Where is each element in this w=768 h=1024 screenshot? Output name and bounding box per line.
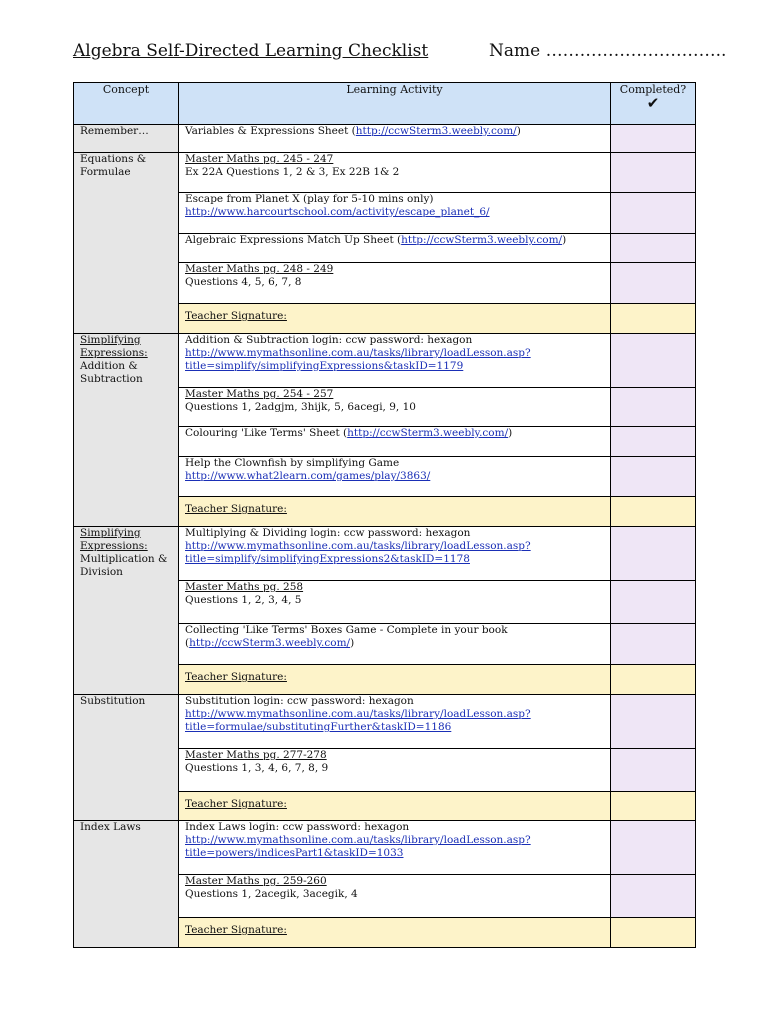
activity-link[interactable]: http://www.mymathsonline.com.au/tasks/library/loadLesson.asp? [185,834,531,846]
concept-cell-mul-div [74,527,179,695]
completed-checkbox-cell[interactable] [611,388,696,427]
activity-cell [179,624,611,665]
activity-text: Colouring 'Like Terms' Sheet ( [185,427,348,439]
activity-line [185,401,604,414]
activity-line [185,637,604,650]
activity-line [185,762,604,775]
activity-link[interactable]: title=formulae/substitutingFurther&taskID=1186 [185,721,452,733]
activity-cell [179,334,611,388]
teacher-signature-cell[interactable] [179,918,611,948]
activity-line [185,847,604,860]
table-body [74,125,696,948]
concept-label: Addition & [80,360,138,372]
concept-label: Simplifying [80,527,141,539]
completed-label: Completed? [619,83,687,96]
activity-cell [179,581,611,624]
activity-line [185,276,604,289]
activity-text: ( [185,637,190,649]
concept-label: Subtraction [80,373,143,385]
activity-text: Questions 1, 2acegik, 3acegik, 4 [185,888,358,900]
teacher-signature-label: Teacher Signature: [185,310,287,322]
activity-line [185,125,604,138]
activity-link[interactable]: title=simplify/simplifyingExpressions&taskID=1179 [185,360,464,372]
activity-cell [179,821,611,875]
signature-completed-cell [611,304,696,334]
activity-line [185,193,604,206]
concept-cell-add-sub [74,334,179,527]
activity-line [185,470,604,483]
page-title: Algebra Self-Directed Learning Checklist [73,41,429,61]
activity-line [185,527,604,540]
concept-cell-remember [74,125,179,153]
activity-line [185,708,604,721]
activity-text: Index Laws login: ccw password: hexagon [185,821,410,833]
completed-checkbox-cell[interactable] [611,153,696,193]
activity-line [185,749,604,762]
activity-line [185,234,604,247]
activity-text: Help the Clownfish by simplifying Game [185,457,400,469]
teacher-signature-label: Teacher Signature: [185,671,287,683]
completed-checkbox-cell[interactable] [611,234,696,263]
activity-text: Algebraic Expressions Match Up Sheet ( [185,234,402,246]
teacher-signature-cell[interactable] [179,497,611,527]
column-header-activity: Learning Activity [179,83,611,125]
check-mark-icon: ✔ [646,94,660,112]
column-header-concept: Concept [74,83,179,125]
signature-completed-cell [611,665,696,695]
activity-line [185,834,604,847]
completed-checkbox-cell[interactable] [611,334,696,388]
column-header-completed [611,83,696,125]
activity-text: Master Maths pg. 258 [185,581,304,593]
activity-cell [179,527,611,581]
table-header-row [74,83,696,125]
signature-completed-cell [611,792,696,821]
activity-link[interactable]: title=powers/indicesPart1&taskID=1033 [185,847,404,859]
completed-checkbox-cell[interactable] [611,624,696,665]
activity-cell [179,457,611,497]
concept-cell-index [74,821,179,948]
activity-link[interactable]: http://ccwSterm3.weebly.com/ [355,125,517,137]
activity-text: Master Maths pg. 254 - 257 [185,388,334,400]
activity-line [185,721,604,734]
activity-line [185,388,604,401]
concept-label: Index Laws [80,821,141,833]
activity-cell [179,875,611,918]
signature-completed-cell [611,497,696,527]
activity-text: Questions 1, 2adgjm, 3hijk, 5, 6acegi, 9, 10 [185,401,416,413]
page-heading [73,41,727,67]
activity-line [185,540,604,553]
concept-label: Expressions: [80,347,148,359]
activity-row [74,125,696,153]
signature-completed-cell [611,918,696,948]
completed-checkbox-cell[interactable] [611,427,696,457]
teacher-signature-label: Teacher Signature: [185,503,287,515]
activity-link[interactable]: http://ccwSterm3.weebly.com/ [401,234,563,246]
activity-text: Multiplying & Dividing login: ccw password: hexagon [185,527,471,539]
activity-cell [179,749,611,792]
activity-row [74,527,696,581]
activity-text: ) [350,637,355,649]
concept-label: Division [80,566,123,578]
concept-label: Multiplication & [80,553,168,565]
activity-line [185,457,604,470]
activity-line [185,360,604,373]
teacher-signature-cell[interactable] [179,665,611,695]
activity-line [185,553,604,566]
activity-text: Escape from Planet X (play for 5-10 mins only) [185,193,434,205]
activity-line [185,695,604,708]
activity-line [185,821,604,834]
activity-text: Master Maths pg. 248 - 249 [185,263,334,275]
completed-checkbox-cell[interactable] [611,193,696,234]
name-field-label: Name ………………………….. [489,41,727,61]
concept-label: Equations & [80,153,147,165]
activity-cell [179,193,611,234]
activity-line [185,888,604,901]
activity-text: Addition & Subtraction login: ccw password: hexagon [185,334,473,346]
completed-checkbox-cell[interactable] [611,263,696,304]
activity-cell [179,388,611,427]
activity-text: Master Maths pg. 245 - 247 [185,153,334,165]
activity-cell [179,427,611,457]
concept-label: Simplifying [80,334,141,346]
activity-text: ) [516,125,521,137]
activity-link[interactable]: http://ccwSterm3.weebly.com/ [189,637,351,649]
activity-cell [179,153,611,193]
activity-line [185,427,604,440]
activity-cell [179,234,611,263]
teacher-signature-cell[interactable] [179,792,611,821]
concept-label: Substitution [80,695,146,707]
completed-checkbox-cell[interactable] [611,527,696,581]
completed-checkbox-cell[interactable] [611,875,696,918]
activity-text: Substitution login: ccw password: hexagon [185,695,414,707]
teacher-signature-cell[interactable] [179,304,611,334]
activity-cell [179,695,611,749]
activity-line [185,206,604,219]
activity-row [74,695,696,749]
activity-text: Master Maths pg. 259-260 [185,875,327,887]
learning-checklist-table [73,82,696,948]
activity-row [74,821,696,875]
activity-text: ) [562,234,567,246]
activity-link[interactable]: http://www.harcourtschool.com/activity/escape_planet_6/ [185,206,490,218]
activity-link[interactable]: http://www.mymathsonline.com.au/tasks/library/loadLesson.asp? [185,347,531,359]
activity-line [185,581,604,594]
completed-checkbox-cell[interactable] [611,821,696,875]
activity-link[interactable]: http://www.what2learn.com/games/play/3863/ [185,470,431,482]
activity-line [185,875,604,888]
concept-cell-substitution [74,695,179,821]
concept-cell-equations [74,153,179,334]
activity-text: Ex 22A Questions 1, 2 & 3, Ex 22B 1& 2 [185,166,400,178]
activity-row [74,153,696,193]
activity-cell [179,263,611,304]
activity-line [185,594,604,607]
activity-link[interactable]: http://www.mymathsonline.com.au/tasks/library/loadLesson.asp? [185,540,531,552]
activity-line [185,166,604,179]
teacher-signature-label: Teacher Signature: [185,798,287,810]
activity-line [185,263,604,276]
activity-line [185,624,604,637]
activity-line [185,153,604,166]
activity-text: Variables & Expressions Sheet ( [185,125,356,137]
activity-row [74,334,696,388]
completed-checkbox-cell[interactable] [611,125,696,153]
activity-line [185,334,604,347]
completed-checkbox-cell[interactable] [611,695,696,749]
concept-label: Remember… [80,125,149,137]
activity-link[interactable]: title=simplify/simplifyingExpressions2&taskID=1178 [185,553,470,565]
activity-text: Collecting 'Like Terms' Boxes Game - Complete in your book [185,624,508,636]
teacher-signature-label: Teacher Signature: [185,924,287,936]
activity-cell [179,125,611,153]
concept-label: Formulae [80,166,131,178]
completed-checkbox-cell[interactable] [611,749,696,792]
activity-text: ) [508,427,513,439]
activity-link[interactable]: http://ccwSterm3.weebly.com/ [347,427,509,439]
activity-text: Questions 1, 3, 4, 6, 7, 8, 9 [185,762,329,774]
activity-link[interactable]: http://www.mymathsonline.com.au/tasks/library/loadLesson.asp? [185,708,531,720]
activity-text: Master Maths pg. 277-278 [185,749,327,761]
completed-checkbox-cell[interactable] [611,581,696,624]
activity-line [185,347,604,360]
activity-text: Questions 1, 2, 3, 4, 5 [185,594,302,606]
concept-label: Expressions: [80,540,148,552]
activity-text: Questions 4, 5, 6, 7, 8 [185,276,302,288]
completed-checkbox-cell[interactable] [611,457,696,497]
